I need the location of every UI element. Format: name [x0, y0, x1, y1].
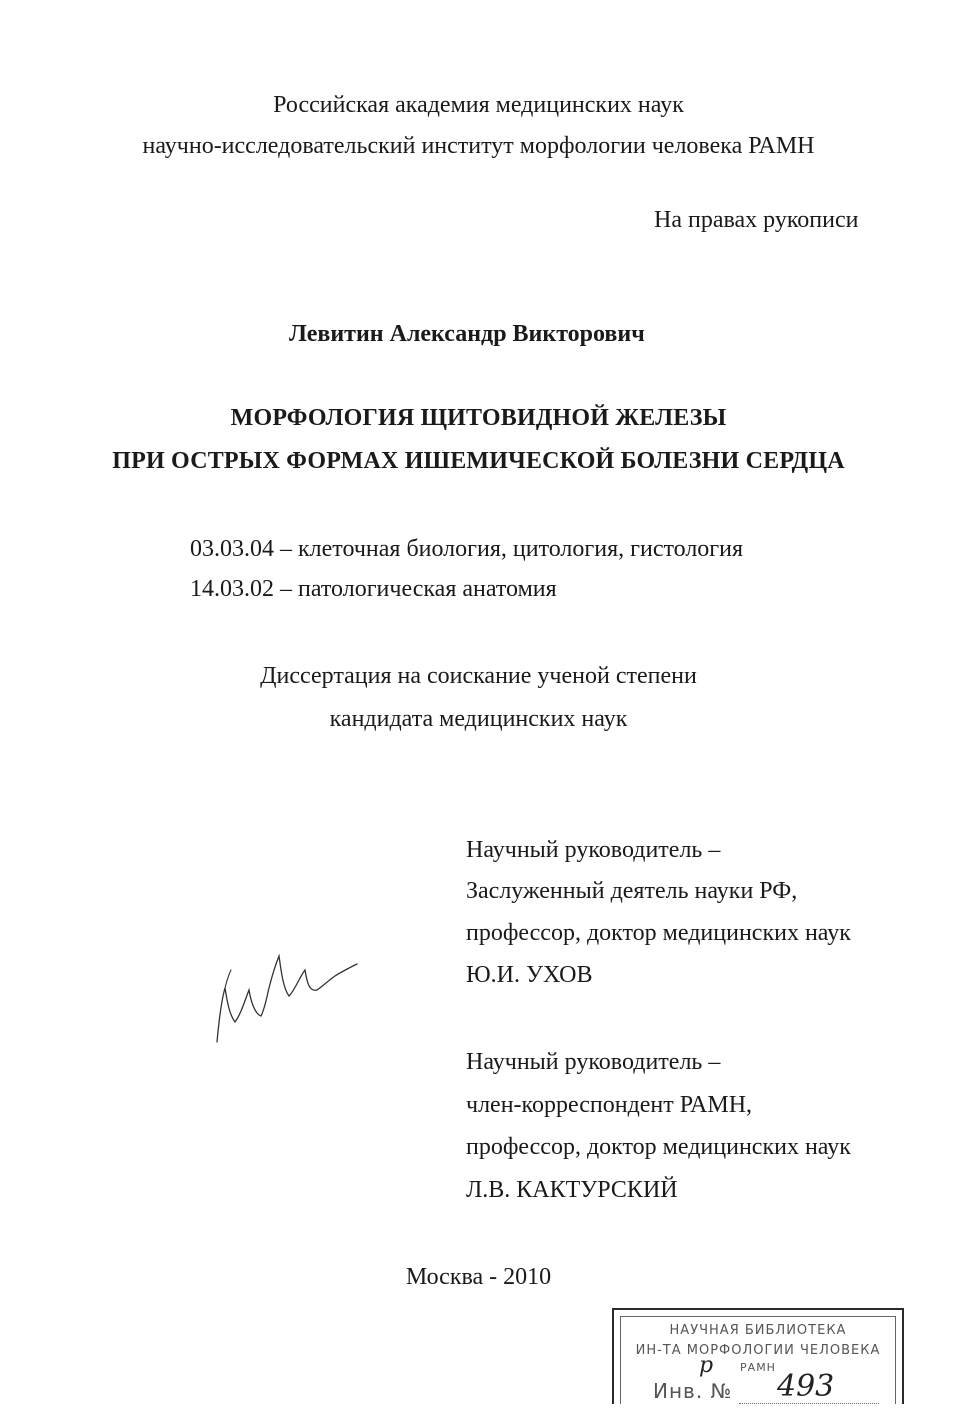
- rights-note: На правах рукописи: [654, 207, 859, 233]
- specialty-2: 14.03.02 – патологическая анатомия: [190, 576, 557, 602]
- thesis-title-line-2: ПРИ ОСТРЫХ ФОРМАХ ИШЕМИЧЕСКОЙ БОЛЕЗНИ СЕРДЦА: [112, 448, 845, 474]
- supervisor-title: член-корреспондент РАМН,: [466, 1092, 753, 1118]
- institute-name: научно-исследовательский институт морфологии человека РАМН: [142, 133, 815, 159]
- signature: [205, 930, 365, 1050]
- supervisor-name: Ю.И. УХОВ: [466, 962, 593, 988]
- supervisor-degree: профессор, доктор медицинских наук: [466, 1134, 851, 1160]
- city-year: Москва - 2010: [405, 1264, 552, 1290]
- dissertation-line-1: Диссертация на соискание ученой степени: [260, 663, 697, 689]
- supervisor-title: Заслуженный деятель науки РФ,: [466, 878, 798, 904]
- author-name: Левитин Александр Викторович: [289, 321, 645, 347]
- stamp-inventory-number: 493: [777, 1369, 835, 1404]
- supervisor-role: Научный руководитель –: [466, 837, 721, 863]
- stamp-library-name: НАУЧНАЯ БИБЛИОТЕКА: [669, 1323, 847, 1338]
- stamp-handwritten-initial: р: [699, 1353, 714, 1378]
- academy-name: Российская академия медицинских наук: [273, 92, 684, 118]
- stamp-inventory-label: Инв. №: [653, 1379, 733, 1403]
- dissertation-line-2: кандидата медицинских наук: [329, 706, 628, 732]
- stamp-ramn: РАМН: [740, 1361, 776, 1374]
- stamp-institute-name: ИН-ТА МОРФОЛОГИИ ЧЕЛОВЕКА: [635, 1343, 881, 1358]
- specialty-1: 03.03.04 – клеточная биология, цитология, гистология: [190, 536, 744, 562]
- supervisor-role: Научный руководитель –: [466, 1049, 721, 1075]
- supervisor-degree: профессор, доктор медицинских наук: [466, 920, 851, 946]
- thesis-title-line-1: МОРФОЛОГИЯ ЩИТОВИДНОЙ ЖЕЛЕЗЫ: [230, 405, 727, 431]
- supervisor-name: Л.В. КАКТУРСКИЙ: [466, 1177, 678, 1203]
- library-stamp: [612, 1308, 904, 1404]
